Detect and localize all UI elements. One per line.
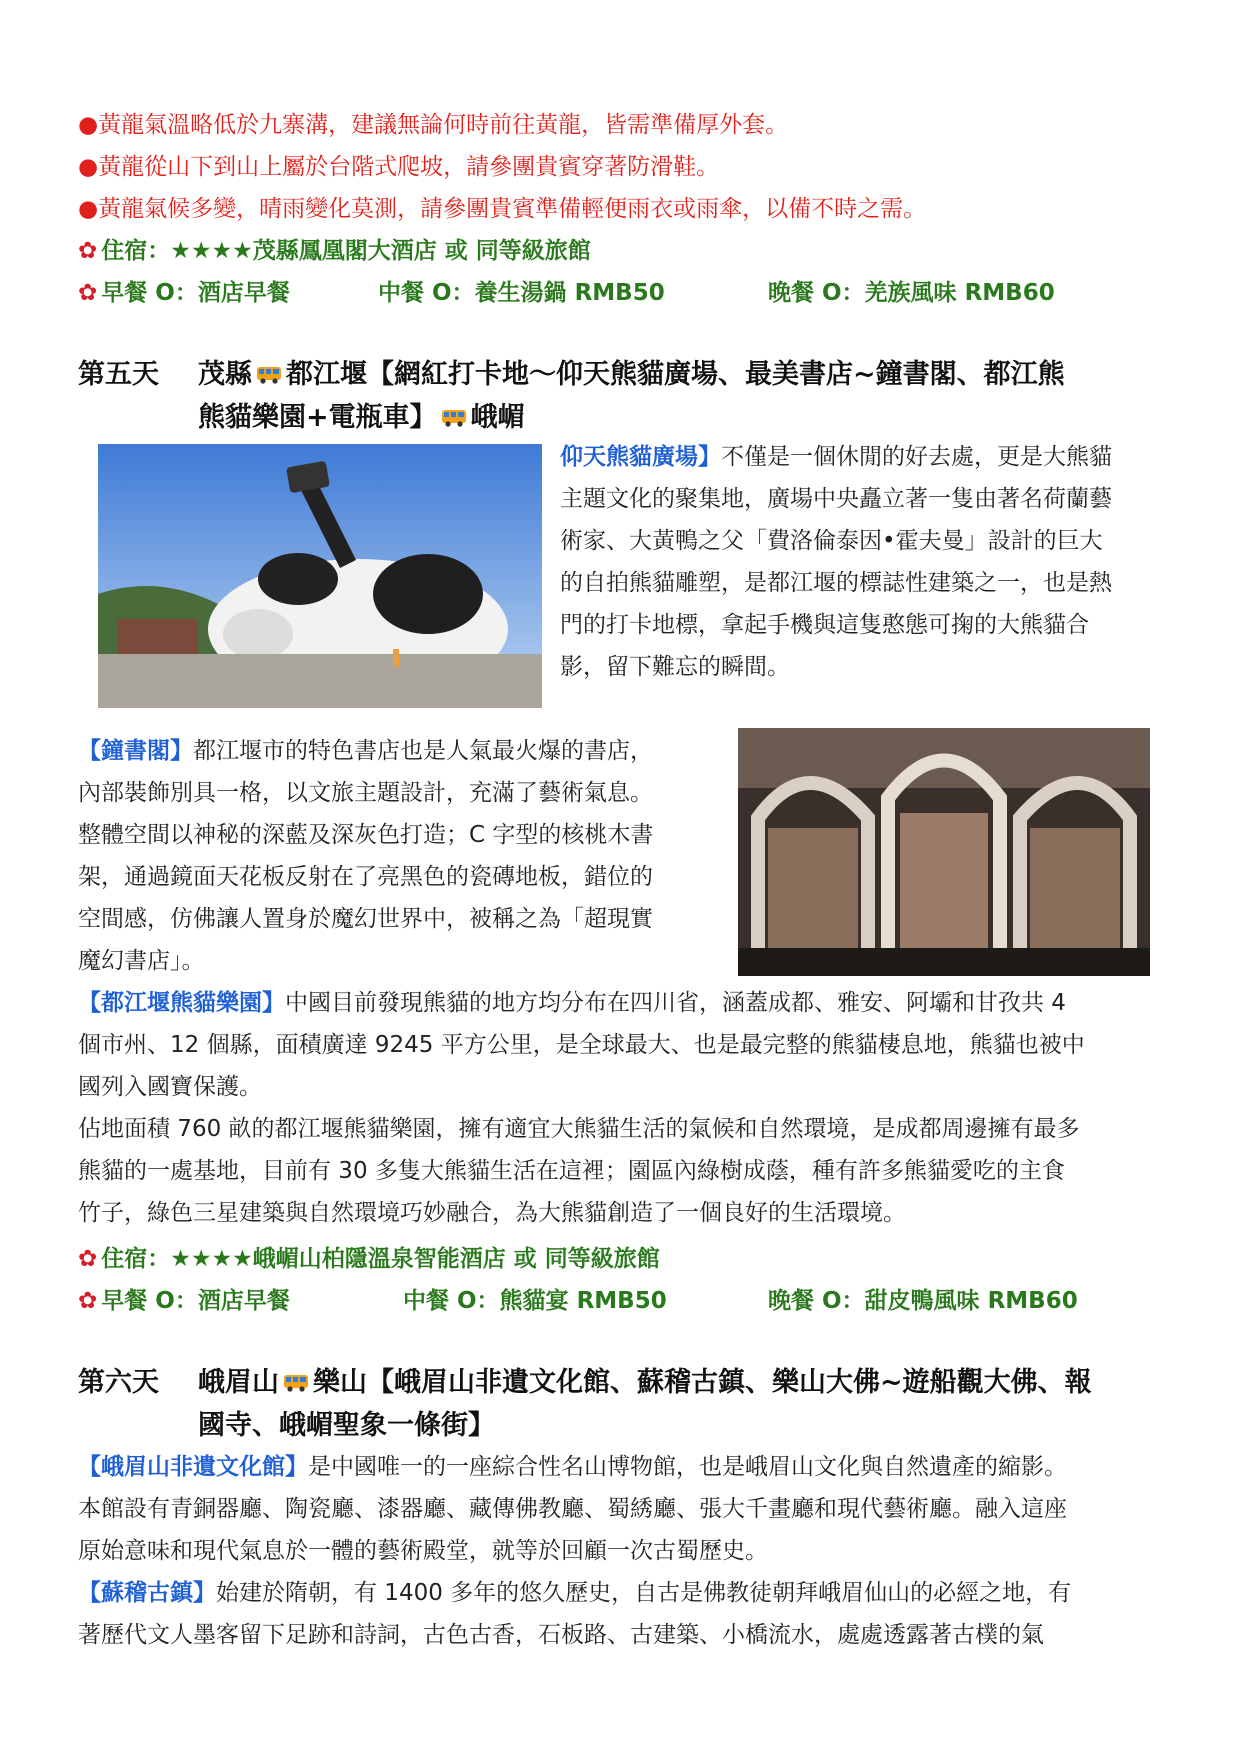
day5-lunch: 中餐 O：熊貓宴 RMB50: [403, 1288, 667, 1314]
day4-hotel: ✿ 住宿：★★★★茂縣鳳凰閣大酒店 或 同等級旅館: [78, 238, 591, 264]
flower-icon: ✿: [78, 238, 98, 264]
day5-heading: 第五天 茂縣 都江堰【網紅打卡地～仰天熊貓廣場、最美書店~鐘書閣、都江熊: [78, 352, 1065, 391]
note-1: ●黃龍氣溫略低於九寨溝，建議無論何時前往黃龍，皆需準備厚外套。: [78, 112, 789, 138]
day4-breakfast: 早餐 O：酒店早餐: [101, 280, 290, 306]
panda-park-name: 【都江堰熊貓樂園】: [78, 990, 285, 1016]
flower-icon: ✿: [78, 1288, 98, 1314]
day6-heading: 第六天 峨眉山 樂山【峨眉山非遺文化館、蘇稽古鎮、樂山大佛~遊船觀大佛、報: [78, 1360, 1092, 1399]
bus-icon: [283, 1369, 309, 1389]
heritage-name: 【峨眉山非遺文化館】: [78, 1454, 308, 1480]
day5-dinner: 晚餐 O：甜皮鴨風味 RMB60: [768, 1288, 1078, 1314]
note-2: ●黃龍從山下到山上屬於台階式爬坡，請參團貴賓穿著防滑鞋。: [78, 154, 720, 180]
bus-icon: [441, 404, 467, 424]
day5-breakfast: 早餐 O：酒店早餐: [101, 1288, 290, 1314]
day5-heading-line2: 熊貓樂園+電瓶車】 峨嵋: [198, 402, 525, 433]
bookstore-name: 【鐘書閣】: [78, 738, 193, 764]
heritage-text: 【峨眉山非遺文化館】是中國唯一的一座綜合性名山博物館，也是峨眉山文化與自然遺產的縮影。 本館設有青銅器廳、陶瓷廳、漆器廳、藏傳佛教廳、蜀綉廳、張大千畫廳和現代藝術廳。融入這座 原始意味和現代氣息於一體的藝術殿堂，就等於回顧一次古蜀歷史。: [78, 1454, 1067, 1564]
flower-icon: ✿: [78, 280, 98, 306]
day5-hotel: ✿ 住宿：★★★★峨嵋山柏隱溫泉智能酒店 或 同等級旅館: [78, 1246, 660, 1272]
panda-sculpture-photo: [98, 444, 542, 708]
flower-icon: ✿: [78, 1246, 98, 1272]
suji-name: 【蘇稽古鎮】: [78, 1580, 216, 1606]
day6-heading-line2: 國寺、峨嵋聖象一條街】: [198, 1410, 495, 1441]
panda-square-text: 仰天熊貓廣場】不僅是一個休閒的好去處，更是大熊貓 主題文化的聚集地，廣場中央矗立著一隻由著名荷蘭藝 術家、大黃鴨之父「費洛倫泰因•霍夫曼」設計的巨大 的自拍熊貓雕塑，是都江堰的標誌性建築之一，也是熱 門的打卡地標，拿起手機與這隻憨態可掬的大熊貓合 影，留下難忘的瞬間。: [560, 444, 1112, 680]
panda-square-name: 仰天熊貓廣場】: [560, 444, 721, 470]
suji-text: 【蘇稽古鎮】始建於隋朝，有 1400 多年的悠久歷史，自古是佛教徒朝拜峨眉仙山的必經之地，有 著歷代文人墨客留下足跡和詩詞，古色古香，石板路、古建築、小橋流水，處處透露著古樸的氣: [78, 1580, 1072, 1648]
day6-label: 第六天: [78, 1367, 159, 1398]
panda-park-text: 【都江堰熊貓樂園】中國目前發現熊貓的地方均分布在四川省，涵蓋成都、雅安、阿壩和甘孜共 4 個市州、12 個縣，面積廣達 9245 平方公里，是全球最大、也是最完整的熊貓棲息地，熊貓也被中 國列入國寶保護。 佔地面積 760 畝的都江堰熊貓樂園，擁有適宜大熊貓生活的氣候和自然環境，是成都周邊擁有最多 熊貓的一處基地，目前有 30 多隻大熊貓生活在這裡；園區內綠樹成蔭，種有許多熊貓愛吃的主食 竹子，綠色三星建築與自然環境巧妙融合，為大熊貓創造了一個良好的生活環境。: [78, 990, 1085, 1226]
note-3: ●黃龍氣候多變，晴雨變化莫測，請參團貴賓準備輕便雨衣或雨傘，以備不時之需。: [78, 196, 927, 222]
day4-dinner: 晚餐 O：羌族風味 RMB60: [768, 280, 1055, 306]
day5-label: 第五天: [78, 359, 159, 390]
day4-lunch: 中餐 O：養生湯鍋 RMB50: [378, 280, 665, 306]
day5-meals: [78, 1282, 1178, 1315]
bookstore-text: 【鐘書閣】都江堰市的特色書店也是人氣最火爆的書店， 內部裝飾別具一格，以文旅主題設計，充滿了藝術氣息。 整體空間以神秘的深藍及深灰色打造；C 字型的核桃木書 架，通過鏡面天花板反射在了亮黑色的瓷磚地板，錯位的 空間感，仿佛讓人置身於魔幻世界中，被稱之為「超現實 魔幻書店」。: [78, 738, 654, 974]
bookstore-photo: [738, 728, 1150, 976]
bus-icon: [256, 361, 282, 381]
day4-meals: [78, 274, 1178, 307]
